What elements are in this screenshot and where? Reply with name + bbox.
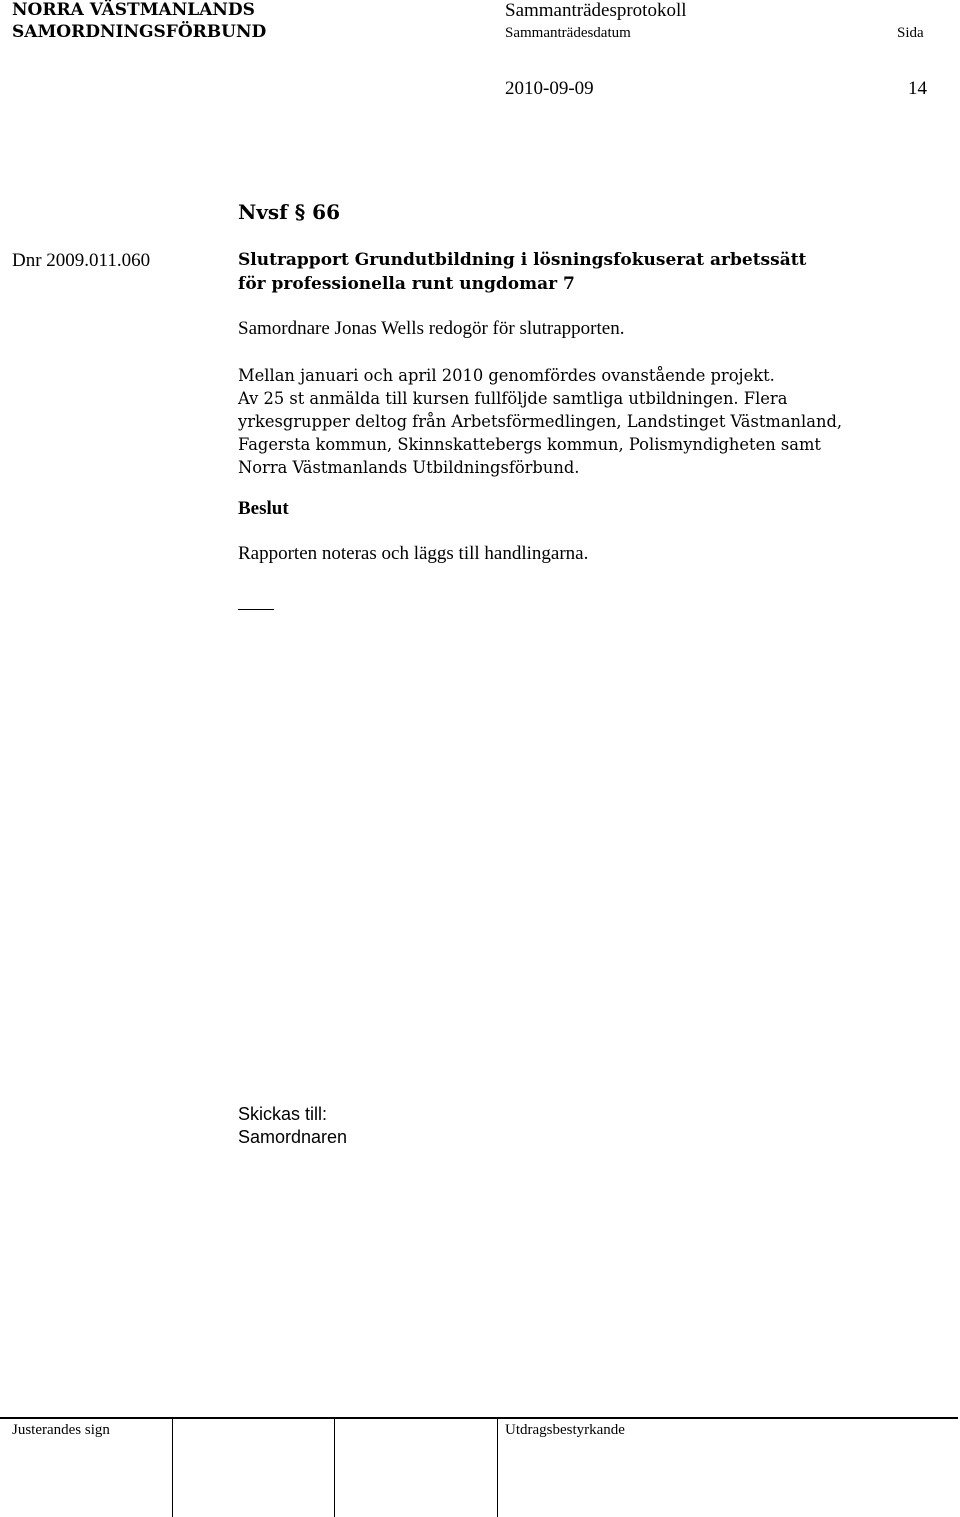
sign-label: Justerandes sign — [12, 1422, 110, 1438]
sent-to-recipient: Samordnaren — [238, 1127, 348, 1147]
meeting-date: 2010-09-09 — [505, 78, 594, 99]
sent-to-label: Skickas till: — [238, 1104, 328, 1124]
table-divider — [172, 1417, 173, 1517]
item-title-line2: för professionella runt ungdomar 7 — [238, 274, 575, 294]
table-divider — [334, 1417, 335, 1517]
body-line: Norra Västmanlands Utbildningsförbund. — [238, 458, 580, 477]
date-label: Sammanträdesdatum — [505, 25, 631, 41]
page-number: 14 — [908, 78, 927, 99]
extract-label: Utdragsbestyrkande — [505, 1422, 625, 1438]
intro-text: Samordnare Jonas Wells redogör för slutrapporten. — [238, 318, 625, 339]
page-label: Sida — [897, 25, 924, 41]
decision-heading: Beslut — [238, 498, 289, 519]
body-line: yrkesgrupper deltog från Arbetsförmedlingen, Landstinget Västmanland, — [238, 412, 843, 431]
document-type: Sammanträdesprotokoll — [505, 0, 687, 21]
item-title-line1: Slutrapport Grundutbildning i lösningsfokuserat arbetssätt — [238, 250, 807, 270]
body-line: Mellan januari och april 2010 genomfördes ovanstående projekt. — [238, 366, 775, 385]
org-name-line1: NORRA VÄSTMANLANDS — [12, 0, 255, 20]
decision-text: Rapporten noteras och läggs till handlingarna. — [238, 543, 589, 564]
signature-table — [0, 1417, 960, 1517]
paragraph-heading: Nvsf § 66 — [238, 200, 340, 224]
separator-line — [238, 609, 274, 610]
diary-number: Dnr 2009.011.060 — [12, 250, 151, 271]
body-line: Fagersta kommun, Skinnskattebergs kommun, Polismyndigheten samt — [238, 435, 821, 454]
org-name-line2: SAMORDNINGSFÖRBUND — [12, 22, 267, 42]
body-line: Av 25 st anmälda till kursen fullföljde samtliga utbildningen. Flera — [238, 389, 788, 408]
table-divider — [497, 1417, 498, 1517]
table-top-border — [0, 1417, 958, 1419]
